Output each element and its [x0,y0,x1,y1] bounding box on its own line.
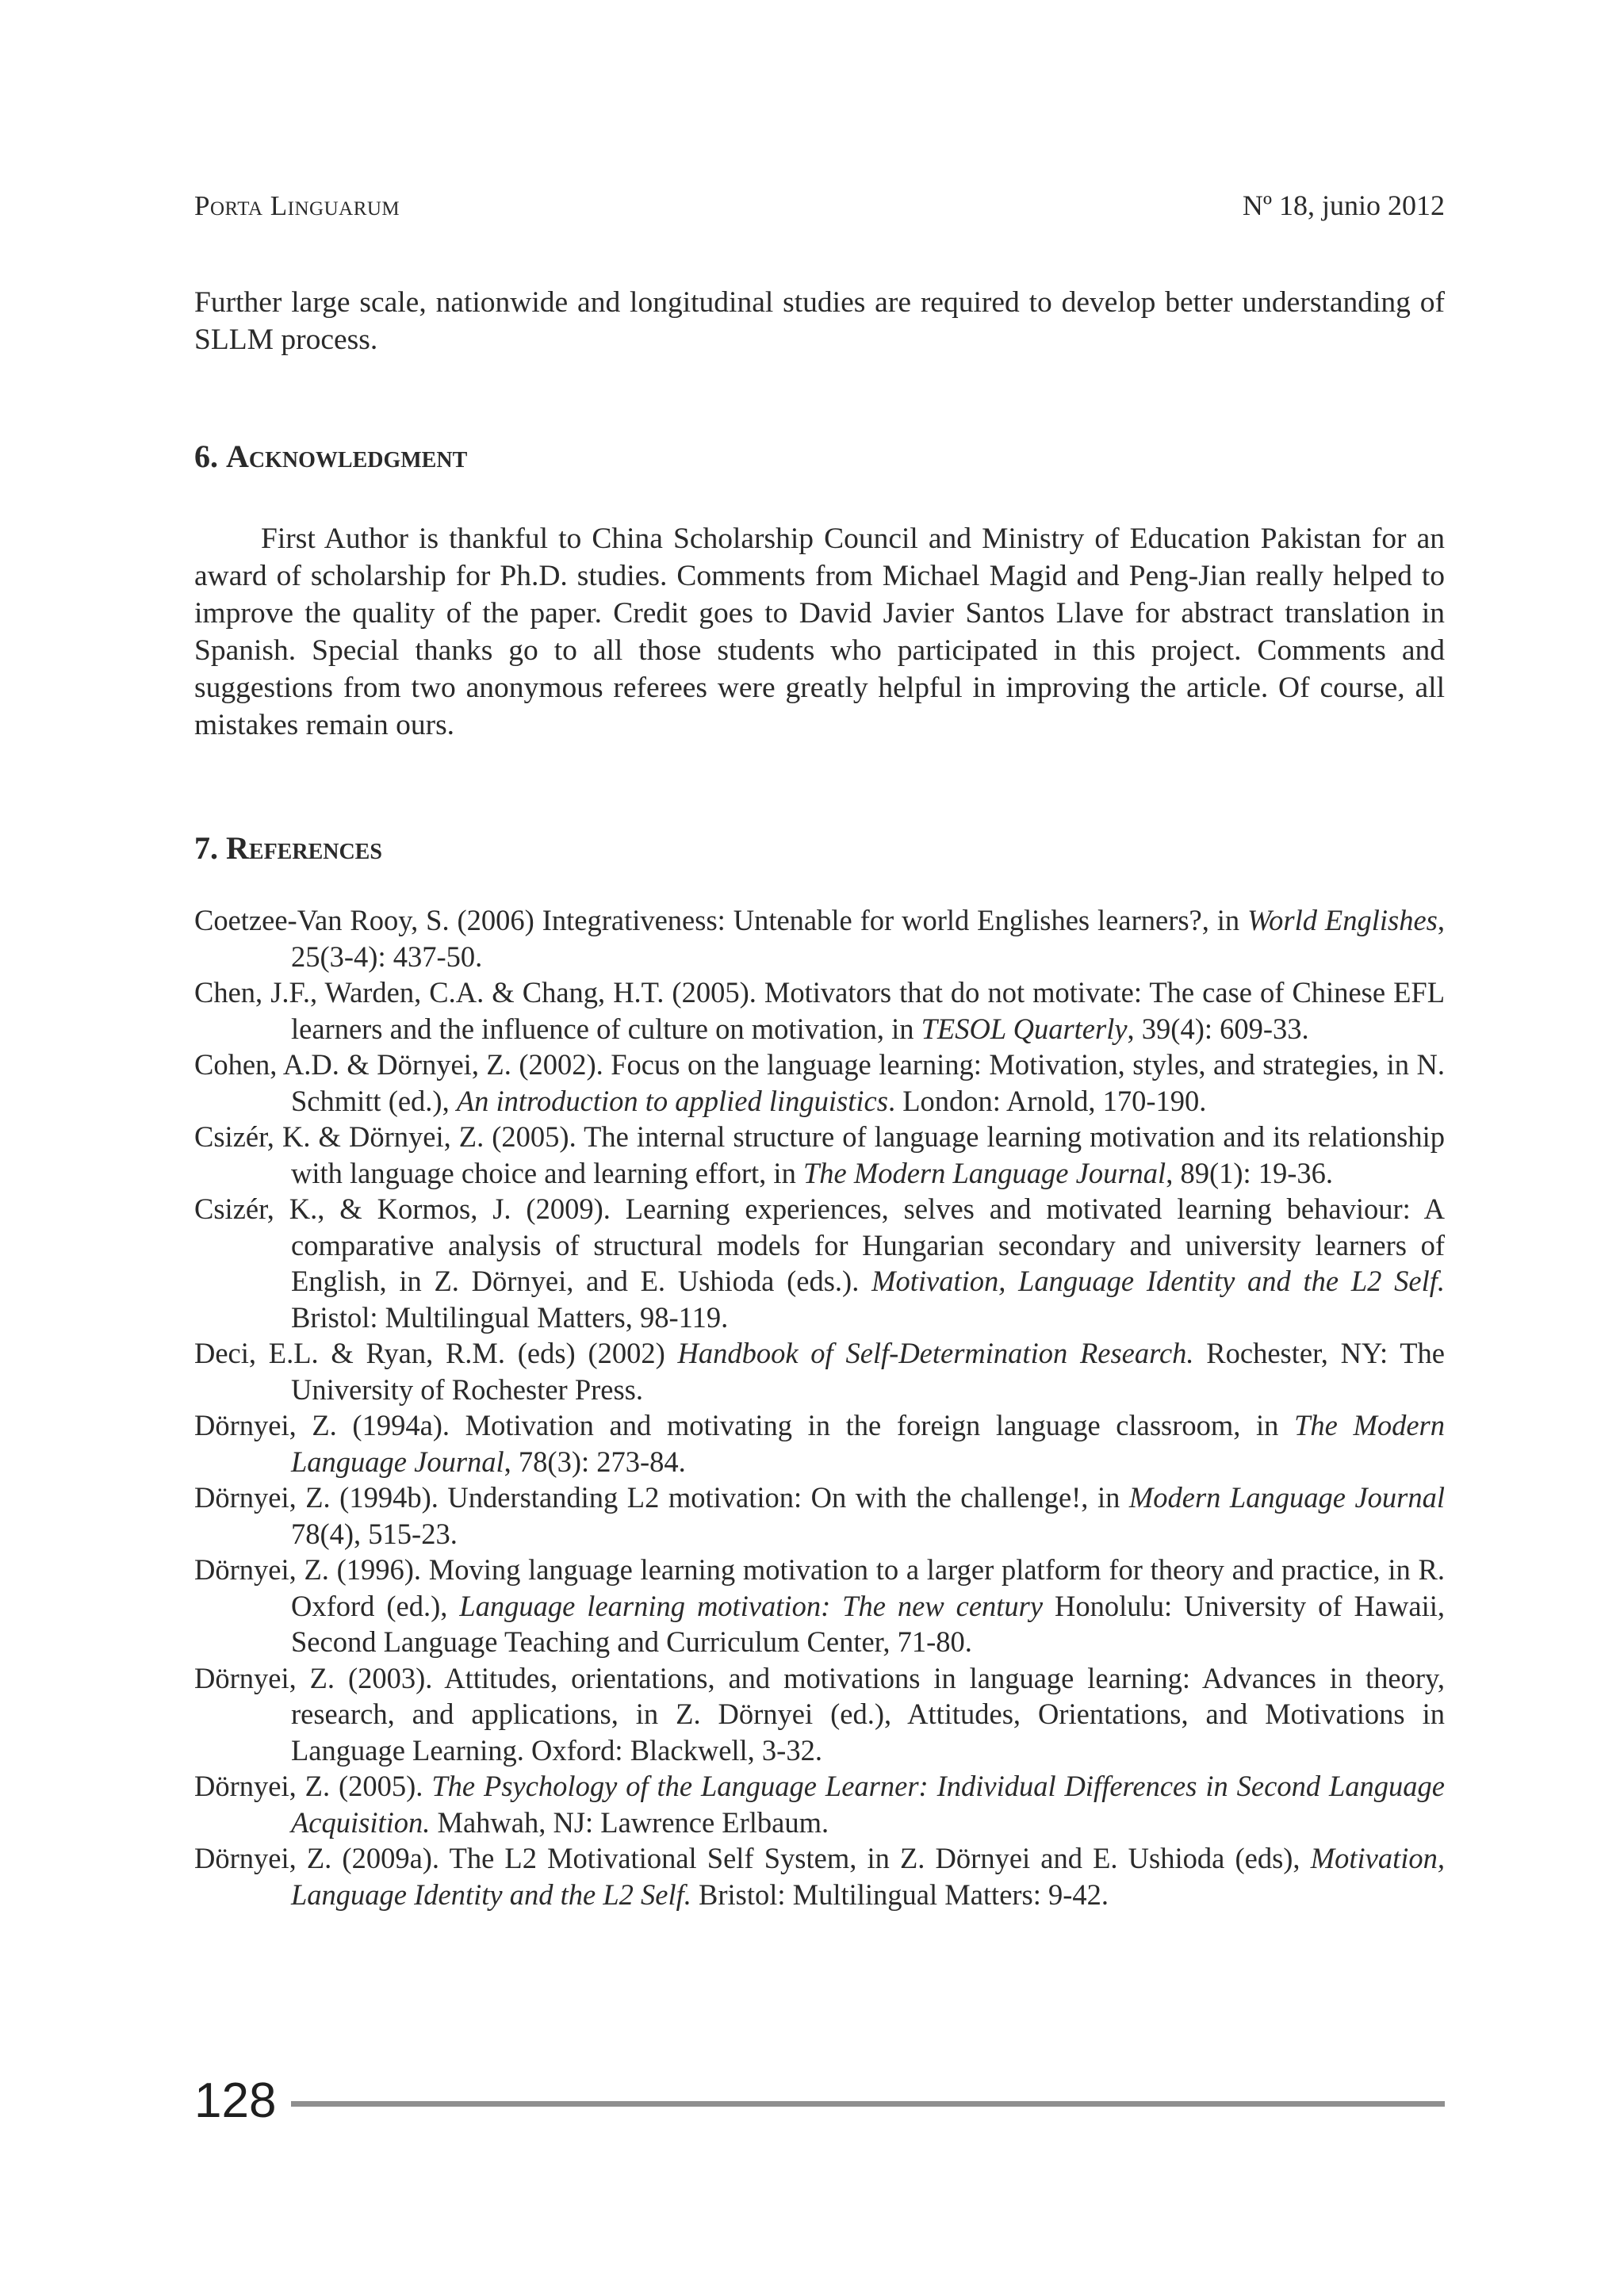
reference-item [194,1047,1445,1119]
reference-details: Mahwah, NJ: Lawrence Erlbaum. [430,1805,829,1839]
reference-source: The Modern Language Journal [291,1409,1446,1478]
reference-text: Dörnyei, Z. (2005). [194,1770,432,1802]
reference-source: World Englishes [1247,904,1438,936]
reference-source: TESOL Quarterly [921,1012,1128,1045]
footer-rule [291,2101,1445,2107]
reference-source: Language learning motivation: The new century [459,1589,1044,1622]
section-title: References [226,830,382,866]
acknowledgment-paragraph: First Author is thankful to China Scholarship Council and Ministry of Education Pakistan for an award of scholarship for Ph.D. studies. Comments from Michael Magid and Peng-Jian really helped to improve the quality of the paper. Credit goes to David Javier Santos Llave for abstract translation in Spanish. Special thanks go to all those students who participated in this project. Comments and suggestions from two anonymous referees were greatly helpful in improving the article. Of course, all mistakes remain ours. [194,523,1445,741]
reference-source: Motivation, Language Identity and the L2 Self. [291,1842,1445,1911]
reference-text: Dörnyei, Z. (1994b). Understanding L2 motivation: On with the challenge!, in [194,1481,1129,1514]
section-number: 6. [194,438,218,474]
reference-item [194,974,1445,1047]
reference-item [194,1840,1445,1912]
running-header [194,189,1445,222]
reference-source: Modern Language Journal [1128,1481,1445,1514]
issue-info: Nº 18, junio 2012 [1242,189,1445,221]
page-number: 128 [194,2073,277,2128]
reference-text: Chen, J.F., Warden, C.A. & Chang, H.T. (2005). Motivators that do not motivate: The case of Chinese EFL learners and the influence of culture on motivation, in [194,976,1445,1045]
reference-item [194,1119,1445,1191]
reference-text: Csizér, K., & Kormos, J. (2009). Learning experiences, selves and motivated learning behaviour: A comparative analysis of structural models for Hungarian secondary and university learners of English, in Z. Dörnyei, and E. Ushioda (eds.). [194,1192,1445,1297]
reference-item [194,1191,1445,1335]
reference-item [194,1660,1445,1769]
reference-text: Dörnyei, Z. (2009a). The L2 Motivational Self System, in Z. Dörnyei and E. Ushioda (eds), [194,1842,1311,1874]
reference-text: Dörnyei, Z. (2003). Attitudes, orientations, and motivations in language learning: Advances in theory, research, and applications, in Z. Dörnyei (ed.), Attitudes, Orientations, and Motivations in Language Learning. Oxford: Blackwell, 3-32. [194,1661,1445,1767]
reference-details: Bristol: Multilingual Matters, 98-119. [291,1300,729,1334]
reference-source: An introduction to applied linguistics [456,1084,888,1117]
journal-name: Porta Linguarum [194,190,400,221]
reference-details: . London: Arnold, 170-190. [887,1084,1207,1117]
reference-text: Deci, E.L. & Ryan, R.M. (eds) (2002) [194,1337,678,1369]
reference-details: Bristol: Multilingual Matters: 9-42. [691,1878,1109,1911]
reference-details: , 78(3): 273-84. [504,1445,686,1478]
reference-text: Csizér, K. & Dörnyei, Z. (2005). The internal structure of language learning motivation and its relationship with language choice and learning effort, in [194,1120,1445,1189]
reference-details: , 25(3-4): 437-50. [291,904,1445,973]
section-title: Acknowledgment [226,438,468,474]
reference-source: Motivation, Language Identity and the L2 Self. [871,1265,1445,1297]
reference-item [194,902,1445,974]
reference-details: Honolulu: University of Hawaii, Second Language Teaching and Curriculum Center, 71-80. [291,1589,1445,1658]
reference-item [194,1407,1445,1480]
acknowledgment-heading [194,438,1445,476]
reference-source: Handbook of Self-Determination Research. [677,1337,1194,1369]
section-number: 7. [194,830,218,866]
reference-details: , 89(1): 19-36. [1166,1156,1334,1189]
references-heading [194,829,1445,867]
reference-details: , 39(4): 609-33. [1127,1012,1309,1045]
page-footer [194,2073,1445,2128]
reference-item [194,1480,1445,1552]
reference-text: Coetzee-Van Rooy, S. (2006) Integrativeness: Untenable for world Englishes learners?, in [194,904,1248,936]
reference-source: The Modern Language Journal [802,1156,1166,1189]
reference-item [194,1335,1445,1407]
reference-list [194,902,1445,1912]
reference-details: Rochester, NY: The University of Rochester Press. [291,1337,1445,1406]
closing-paragraph: Further large scale, nationwide and longitudinal studies are required to develop better understanding of SLLM process. [194,286,1445,356]
reference-item [194,1768,1445,1840]
reference-details: 78(4), 515-23. [291,1517,458,1550]
reference-item [194,1552,1445,1660]
reference-text: Dörnyei, Z. (1996). Moving language learning motivation to a larger platform for theory and practice, in R. Oxford (ed.), [194,1553,1445,1622]
page-body [194,284,1445,1912]
reference-text: Dörnyei, Z. (1994a). Motivation and motivating in the foreign language classroom, in [194,1409,1295,1441]
reference-text: Cohen, A.D. & Dörnyei, Z. (2002). Focus on the language learning: Motivation, styles, and strategies, in N. Schmitt (ed.), [194,1048,1445,1117]
reference-source: The Psychology of the Language Learner: Individual Differences in Second Language Acquisition. [291,1770,1445,1839]
